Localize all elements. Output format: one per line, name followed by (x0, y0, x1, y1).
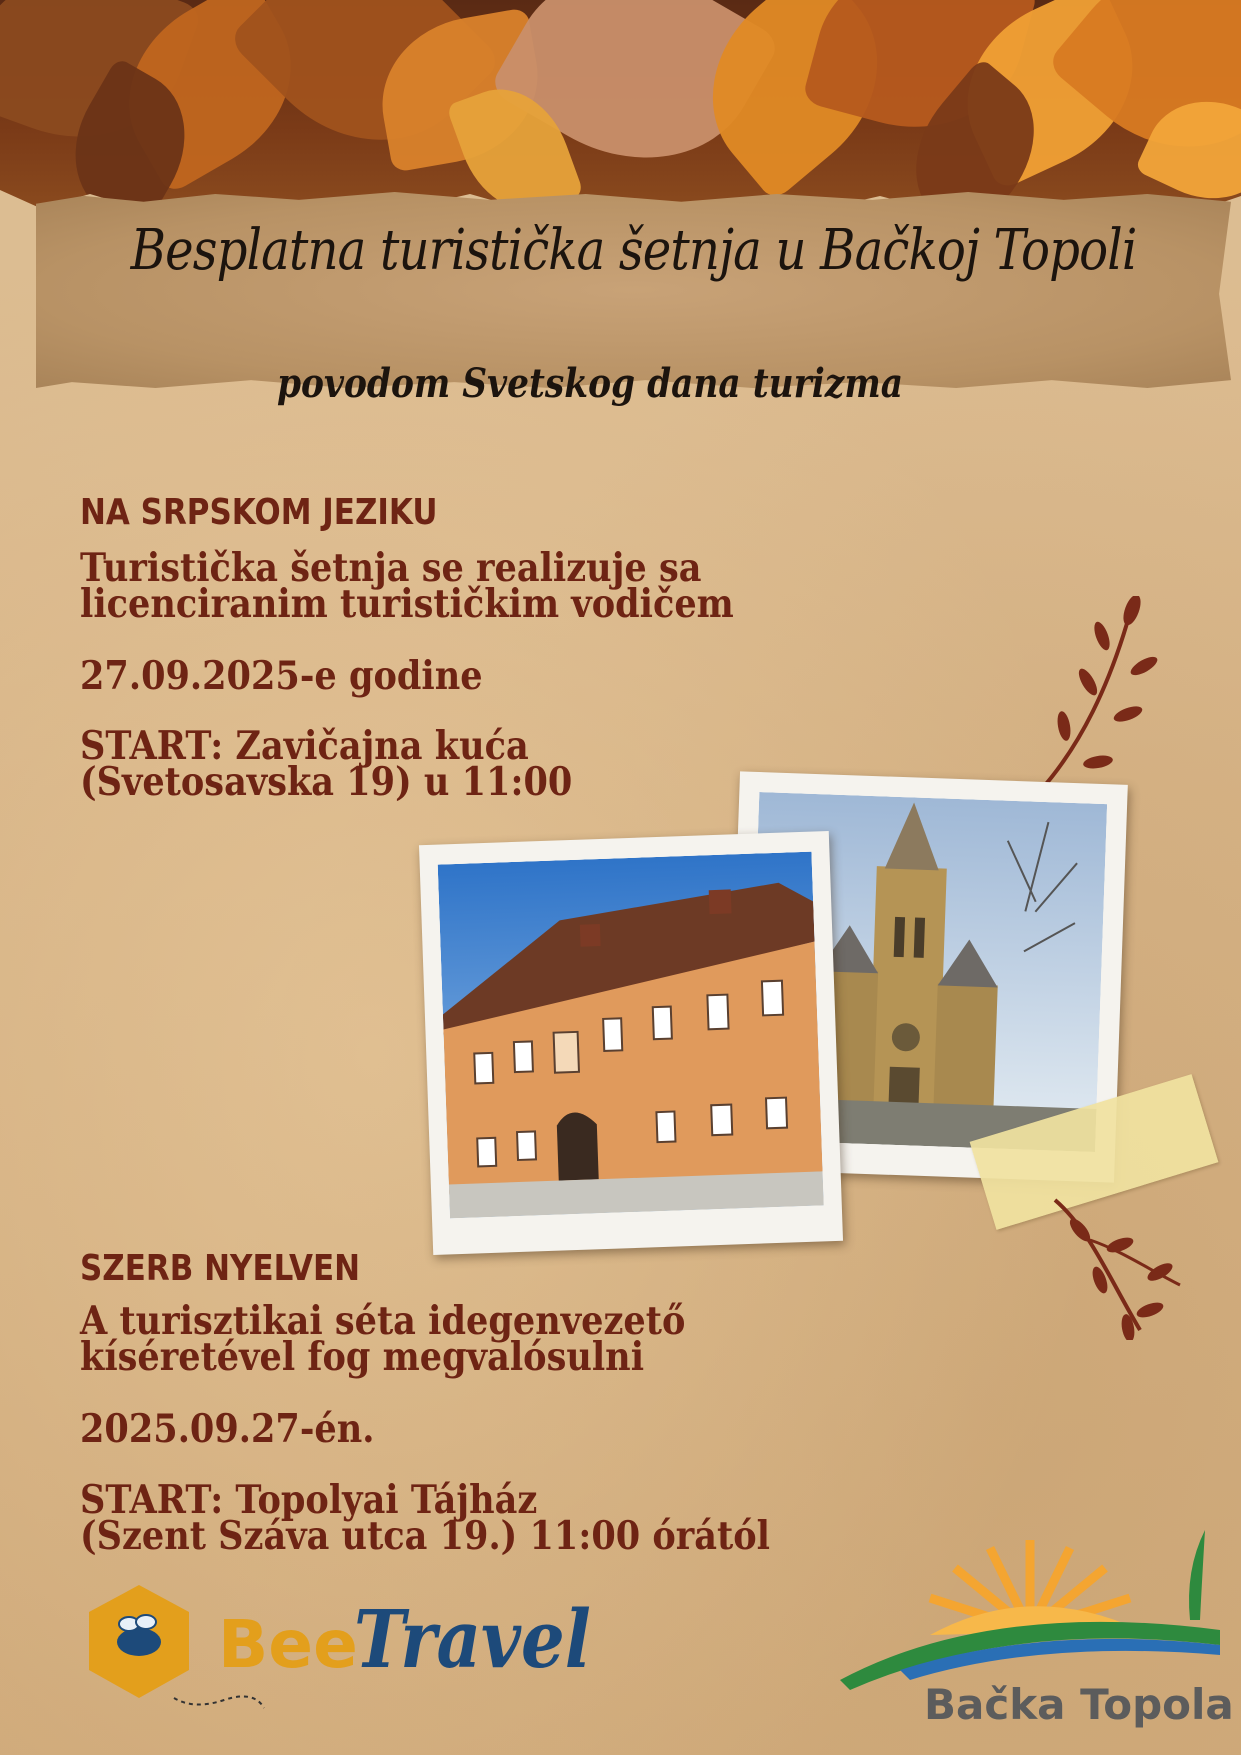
serbian-start-line1: START: Zavičajna kuća (80, 723, 529, 769)
hungarian-desc-line1: A turisztikai séta idegenvezető (80, 1298, 686, 1344)
hungarian-desc-line2: kíséretével fog megvalósulni (80, 1334, 645, 1380)
page-subtitle: povodom Svetskog dana turizma (276, 360, 904, 407)
serbian-date: 27.09.2025-e godine (80, 653, 483, 699)
serbian-desc-line2: licenciranim turističkim vodičem (80, 581, 734, 627)
backa-topola-text: Bačka Topola (924, 1680, 1234, 1729)
beetravel-bee-text: Bee (218, 1606, 358, 1683)
beetravel-travel-text: Travel (354, 1592, 591, 1686)
serbian-desc-line1: Turistička šetnja se realizuje sa (80, 545, 702, 591)
hungarian-start-line1: START: Topolyai Tájház (80, 1477, 538, 1523)
museum-house-photo (419, 831, 843, 1255)
hungarian-date: 2025.09.27-én. (80, 1406, 375, 1452)
hungarian-heading: SZERB NYELVEN (80, 1248, 361, 1289)
house-image (438, 852, 824, 1219)
leaf-sprig-top (1020, 596, 1170, 796)
bee-icon (117, 1628, 161, 1656)
leaf-sprig-bottom (1050, 1190, 1200, 1340)
page-title: Besplatna turistička šetnja u Bačkoj Topoli (130, 218, 1137, 283)
serbian-heading: NA SRPSKOM JEZIKU (80, 492, 438, 533)
serbian-start-line2: (Svetosavska 19) u 11:00 (80, 759, 573, 805)
hungarian-start-line2: (Szent Száva utca 19.) 11:00 órától (80, 1513, 770, 1559)
